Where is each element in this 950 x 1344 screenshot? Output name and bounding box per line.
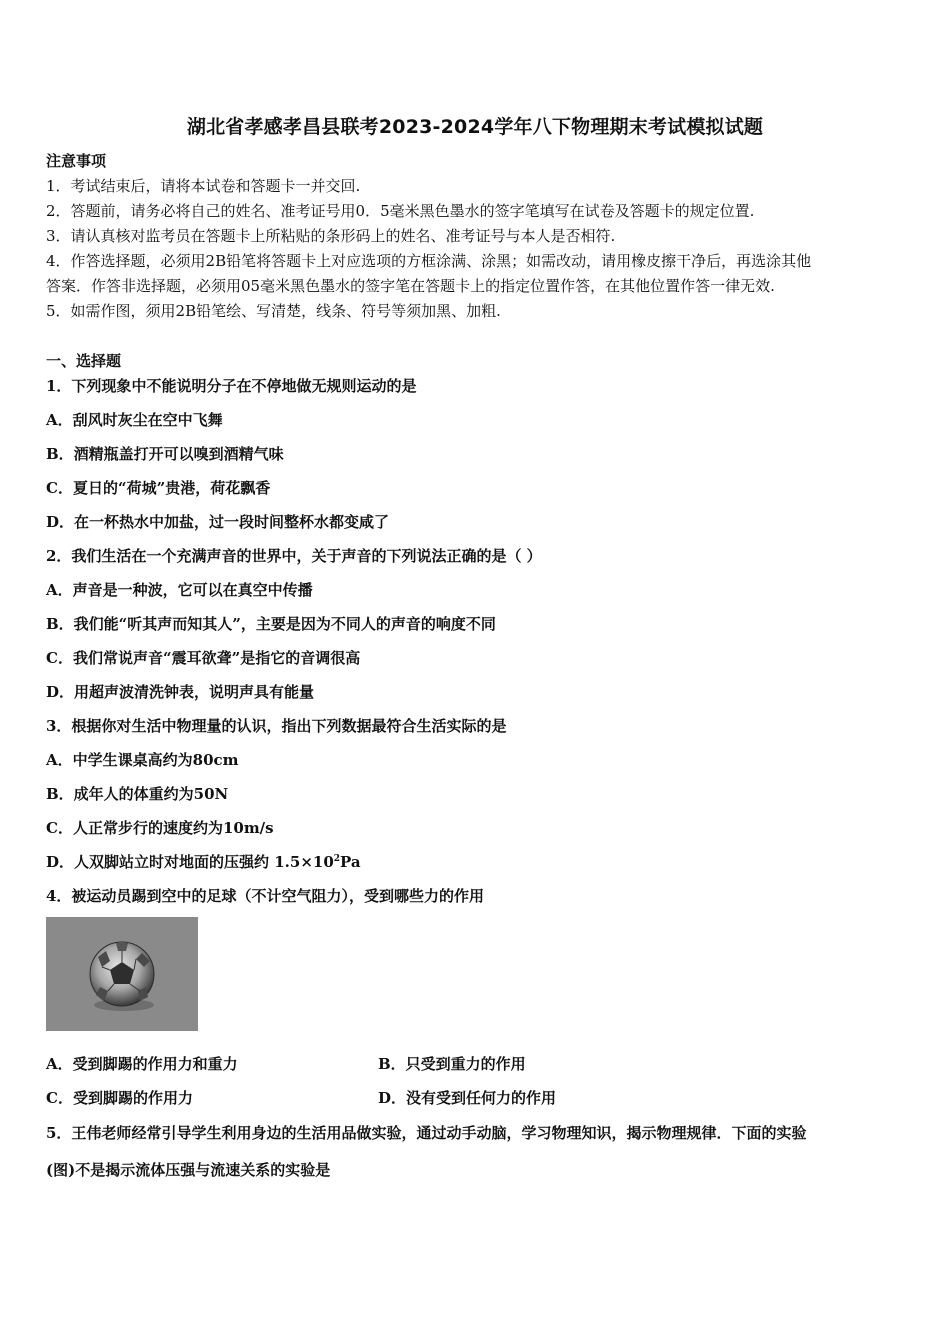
notice-item: 答案．作答非选择题，必须用05毫米黑色墨水的签字笔在答题卡上的指定位置作答，在其他位置作答一律无效. [46,277,775,295]
question-5-stem-line2: (图)不是揭示流体压强与流速关系的实验是 [46,1161,331,1179]
q2-option-c: C．我们常说声音“震耳欲聋”是指它的音调很高 [46,649,361,667]
q3-option-d-text: D．人双脚站立时对地面的压强约 1.5×10 [46,853,334,871]
q3-option-d-unit: Pa [340,853,361,871]
q3-option-d [46,852,361,872]
q3-option-d-exponent: 2 [333,854,341,864]
q3-option-b: B．成年人的体重约为50N [46,785,229,803]
q4-option-b: B．只受到重力的作用 [378,1055,526,1073]
q4-option-c: C．受到脚踢的作用力 [46,1089,193,1107]
soccer-ball-icon [46,917,198,1031]
q2-option-a: A．声音是一种波，它可以在真空中传播 [46,581,313,599]
q3-option-c: C．人正常步行的速度约为10m/s [46,819,274,837]
q2-option-d: D．用超声波清洗钟表，说明声具有能量 [46,683,315,701]
soccer-ball-figure [46,917,198,1031]
section-heading: 一、选择题 [46,352,122,370]
q4-option-d: D．没有受到任何力的作用 [378,1089,557,1107]
question-1-stem: 1．下列现象中不能说明分子在不停地做无规则运动的是 [46,377,417,395]
notice-heading: 注意事项 [46,152,107,170]
notice-item: 4．作答选择题，必须用2B铅笔将答题卡上对应选项的方框涂满、涂黑；如需改动，请用橡皮擦干净后，再选涂其他 [46,252,812,270]
q1-option-c: C．夏日的“荷城”贵港，荷花飘香 [46,479,271,497]
q4-option-a: A．受到脚踢的作用力和重力 [46,1055,238,1073]
question-5-stem-line1: 5．王伟老师经常引导学生利用身边的生活用品做实验，通过动手动脑，学习物理知识，揭示物理规律．下面的实验 [46,1124,807,1142]
question-4-stem: 4．被运动员踢到空中的足球（不计空气阻力），受到哪些力的作用 [46,887,484,905]
page-title: 湖北省孝感孝昌县联考2023-2024学年八下物理期末考试模拟试题 [186,116,764,138]
question-2-stem: 2．我们生活在一个充满声音的世界中，关于声音的下列说法正确的是（ ） [46,547,542,565]
q1-option-a: A．刮风时灰尘在空中飞舞 [46,411,223,429]
q1-option-b: B．酒精瓶盖打开可以嗅到酒精气味 [46,445,284,463]
notice-item: 5．如需作图，须用2B铅笔绘、写清楚，线条、符号等须加黑、加粗. [46,302,501,320]
q2-option-b: B．我们能“听其声而知其人”，主要是因为不同人的声音的响度不同 [46,615,496,633]
q1-option-d: D．在一杯热水中加盐，过一段时间整杯水都变咸了 [46,513,390,531]
notice-item: 1．考试结束后，请将本试卷和答题卡一并交回. [46,177,361,195]
question-3-stem: 3．根据你对生活中物理量的认识，指出下列数据最符合生活实际的是 [46,717,507,735]
notice-item: 2．答题前，请务必将自己的姓名、准考证号用0．5毫米黑色墨水的签字笔填写在试卷及答题卡的规定位置. [46,202,755,220]
notice-item: 3．请认真核对监考员在答题卡上所粘贴的条形码上的姓名、准考证号与本人是否相符. [46,227,616,245]
q3-option-a: A．中学生课桌高约为80cm [46,751,239,769]
